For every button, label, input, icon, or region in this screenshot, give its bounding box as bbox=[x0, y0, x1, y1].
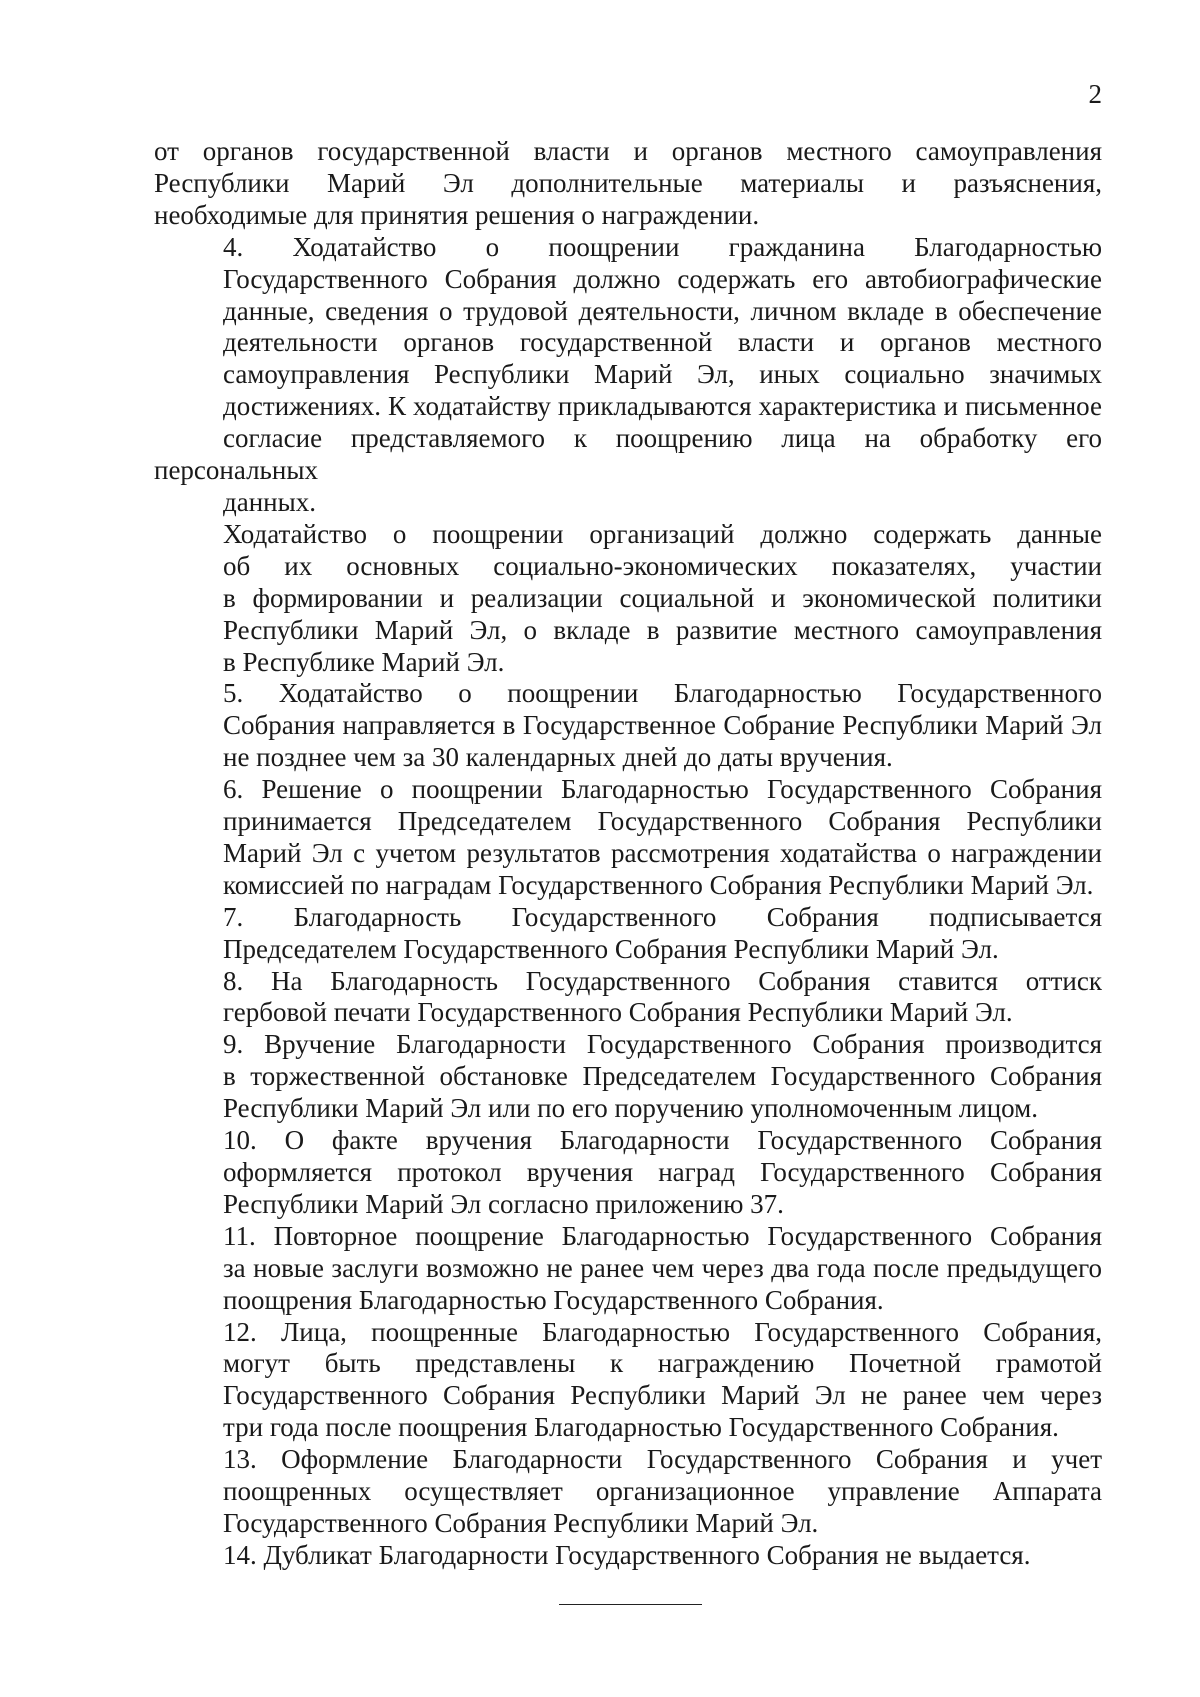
paragraph bbox=[154, 1125, 1102, 1221]
text-line: согласие представляемого к поощрению лица на обработку его персональных bbox=[154, 423, 1102, 486]
text-line: три года после поощрения Благодарностью Государственного Собрания. bbox=[223, 1412, 1059, 1443]
text-line: 9. Вручение Благодарности Государственного Собрания производится bbox=[223, 1029, 1102, 1060]
text-line: 8. На Благодарность Государственного Собрания ставится оттиск bbox=[223, 965, 1102, 996]
document-body bbox=[154, 136, 1102, 1572]
paragraph bbox=[154, 1317, 1102, 1445]
paragraph bbox=[154, 1540, 1102, 1572]
text-line: за новые заслуги возможно не ранее чем через два года после предыдущего bbox=[223, 1252, 1102, 1283]
page-number: 2 bbox=[1088, 79, 1102, 109]
paragraph bbox=[154, 902, 1102, 966]
paragraph bbox=[154, 1444, 1102, 1540]
text-line: Государственного Собрания Республики Марий Эл не ранее чем через bbox=[223, 1380, 1102, 1411]
text-line: в торжественной обстановке Председателем Государственного Собрания bbox=[223, 1061, 1102, 1092]
text-line: от органов государственной власти и органов местного самоуправления bbox=[154, 136, 1102, 166]
text-line: 5. Ходатайство о поощрении Благодарностью Государственного bbox=[223, 678, 1102, 709]
paragraph bbox=[154, 519, 1102, 679]
text-line: комиссией по наградам Государственного Собрания Республики Марий Эл. bbox=[223, 869, 1094, 900]
text-line: в формировании и реализации социальной и экономической политики bbox=[223, 582, 1102, 613]
text-line: данные, сведения о трудовой деятельности, личном вкладе в обеспечение bbox=[223, 295, 1102, 326]
paragraph bbox=[154, 678, 1102, 774]
text-line: 12. Лица, поощренные Благодарностью Государственного Собрания, bbox=[223, 1316, 1102, 1347]
text-line: 7. Благодарность Государственного Собрания подписывается bbox=[223, 901, 1102, 932]
text-line: 11. Повторное поощрение Благодарностью Государственного Собрания bbox=[223, 1220, 1102, 1251]
text-line: 6. Решение о поощрении Благодарностью Государственного Собрания bbox=[223, 774, 1102, 805]
paragraph bbox=[154, 232, 1102, 519]
paragraph bbox=[154, 966, 1102, 1030]
paragraph bbox=[154, 774, 1102, 902]
text-line: Республики Марий Эл согласно приложению 37. bbox=[223, 1188, 784, 1219]
text-line: Собрания направляется в Государственное Собрание Республики Марий Эл bbox=[223, 710, 1102, 741]
text-line: 13. Оформление Благодарности Государственного Собрания и учет bbox=[223, 1444, 1102, 1475]
text-line: могут быть представлены к награждению Почетной грамотой bbox=[223, 1348, 1102, 1379]
text-line: достижениях. К ходатайству прикладываются характеристика и письменное bbox=[223, 391, 1102, 422]
text-line: Республики Марий Эл, о вкладе в развитие местного самоуправления bbox=[223, 614, 1102, 645]
text-line: Государственного Собрания должно содержать его автобиографические bbox=[223, 263, 1102, 294]
paragraph bbox=[154, 1221, 1102, 1317]
paragraph bbox=[154, 136, 1102, 232]
text-line: об их основных социально-экономических показателях, участии bbox=[223, 550, 1102, 581]
text-line: данных. bbox=[223, 486, 317, 517]
text-line: 4. Ходатайство о поощрении гражданина Благодарностью bbox=[223, 231, 1102, 262]
text-line: Ходатайство о поощрении организаций должно содержать данные bbox=[223, 518, 1102, 549]
text-line: оформляется протокол вручения наград Государственного Собрания bbox=[223, 1157, 1102, 1187]
text-line: Республики Марий Эл дополнительные материалы и разъяснения, bbox=[154, 167, 1102, 198]
text-line: самоуправления Республики Марий Эл, иных социально значимых bbox=[223, 359, 1102, 390]
text-line: 10. О факте вручения Благодарности Государственного Собрания bbox=[223, 1125, 1102, 1156]
text-line: принимается Председателем Государственного Собрания Республики bbox=[223, 806, 1102, 837]
text-line: Председателем Государственного Собрания Республики Марий Эл. bbox=[223, 933, 999, 964]
text-line: поощренных осуществляет организационное управление Аппарата bbox=[223, 1476, 1102, 1507]
text-line: Республики Марий Эл или по его поручению уполномоченным лицом. bbox=[223, 1093, 1038, 1124]
text-line: деятельности органов государственной власти и органов местного bbox=[223, 327, 1102, 358]
text-line: не позднее чем за 30 календарных дней до даты вручения. bbox=[223, 742, 893, 773]
text-line: Марий Эл с учетом результатов рассмотрения ходатайства о награждении bbox=[223, 837, 1102, 868]
text-line: поощрения Благодарностью Государственного Собрания. bbox=[223, 1284, 884, 1315]
text-line: Государственного Собрания Республики Марий Эл. bbox=[223, 1507, 819, 1538]
text-line: гербовой печати Государственного Собрания Республики Марий Эл. bbox=[223, 997, 1013, 1028]
text-line: 14. Дубликат Благодарности Государственного Собрания не выдается. bbox=[223, 1539, 1031, 1570]
text-line: в Республике Марий Эл. bbox=[223, 646, 505, 677]
text-line: необходимые для принятия решения о награждении. bbox=[154, 199, 760, 230]
paragraph bbox=[154, 1029, 1102, 1125]
end-separator-line bbox=[559, 1604, 702, 1605]
